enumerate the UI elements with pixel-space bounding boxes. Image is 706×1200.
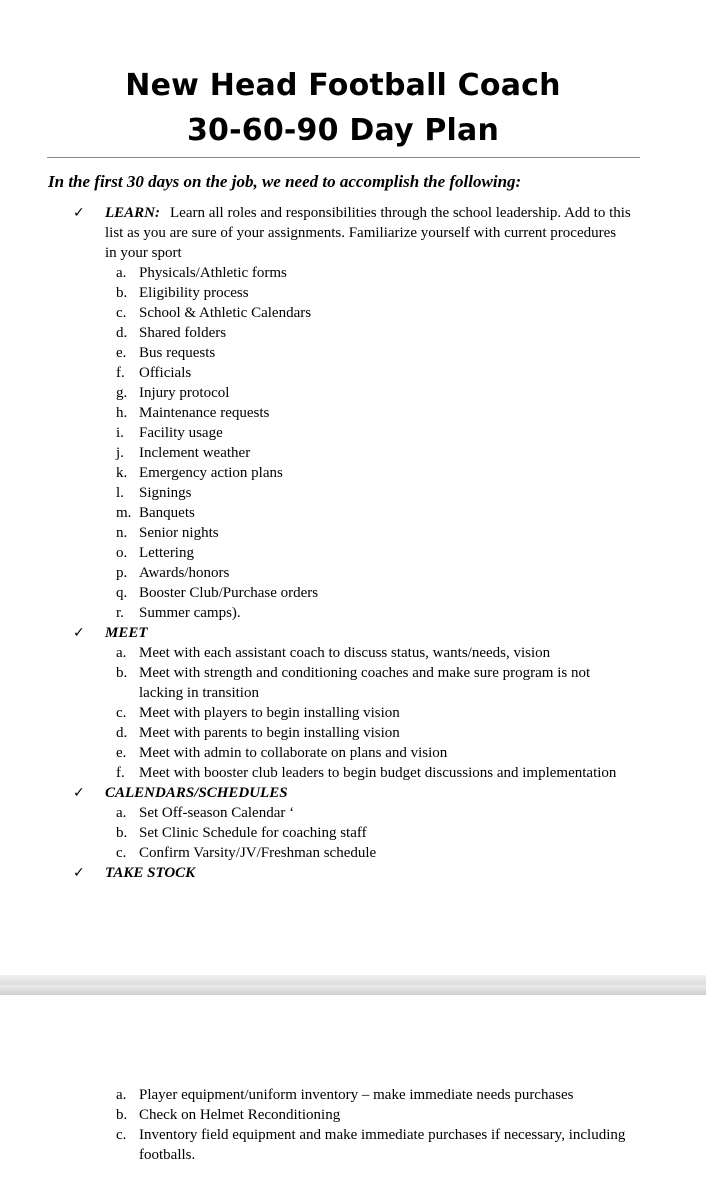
item-letter: c. — [116, 305, 127, 321]
item-letter: g. — [116, 385, 128, 401]
list-item — [0, 283, 706, 303]
title-divider — [47, 157, 640, 158]
item-letter: b. — [116, 285, 128, 301]
item-text: footballs. — [139, 1147, 196, 1163]
item-text: Maintenance requests — [139, 405, 270, 421]
list-item — [0, 703, 706, 723]
item-text: Senior nights — [139, 525, 219, 541]
list-item — [0, 803, 706, 823]
item-text: Shared folders — [139, 325, 227, 341]
item-text: Signings — [139, 485, 192, 501]
item-text: Set Clinic Schedule for coaching staff — [139, 825, 367, 841]
list-item — [0, 503, 706, 523]
list-item — [0, 1125, 706, 1145]
item-text: Lettering — [139, 545, 194, 561]
item-letter: c. — [116, 705, 127, 721]
item-text: Officials — [139, 365, 192, 381]
item-letter: n. — [116, 525, 128, 541]
item-letter: e. — [116, 345, 127, 361]
item-letter: d. — [116, 725, 128, 741]
list-item — [0, 723, 706, 743]
item-letter: h. — [116, 405, 128, 421]
list-item — [0, 543, 706, 563]
list-item — [0, 643, 706, 663]
take-stock-heading: TAKE STOCK — [105, 865, 196, 881]
item-text: Physicals/Athletic forms — [139, 265, 287, 281]
item-text: lacking in transition — [139, 685, 259, 701]
list-item — [0, 303, 706, 323]
item-letter: e. — [116, 745, 127, 761]
meet-heading-row — [0, 623, 706, 643]
list-item — [0, 563, 706, 583]
document-page-2 — [0, 995, 706, 1200]
item-letter: b. — [116, 1107, 128, 1123]
item-text: Inventory field equipment and make immediate purchases if necessary, including — [139, 1127, 626, 1143]
item-text: Injury protocol — [139, 385, 230, 401]
item-letter: a. — [116, 805, 127, 821]
list-item — [0, 1105, 706, 1125]
item-text: School & Athletic Calendars — [139, 305, 312, 321]
list-item — [0, 763, 706, 783]
meet-heading: MEET — [105, 625, 148, 641]
list-item-continuation — [0, 683, 706, 703]
list-item — [0, 343, 706, 363]
item-text: Meet with booster club leaders to begin budget discussions and implementation — [139, 765, 617, 781]
list-item — [0, 743, 706, 763]
document-title-line-2: 30-60-90 Day Plan — [186, 113, 500, 148]
check-mark-icon: ✓ — [73, 205, 85, 221]
item-text: Confirm Varsity/JV/Freshman schedule — [139, 845, 377, 861]
item-letter: a. — [116, 265, 127, 281]
item-letter: f. — [116, 765, 125, 781]
item-text: Facility usage — [139, 425, 223, 441]
calendars-heading-row — [0, 783, 706, 803]
calendars-heading: CALENDARS/SCHEDULES — [105, 785, 288, 801]
item-letter: l. — [116, 485, 124, 501]
item-text: Eligibility process — [139, 285, 249, 301]
check-mark-icon: ✓ — [73, 785, 85, 801]
item-letter: a. — [116, 1087, 127, 1103]
item-letter: o. — [116, 545, 128, 561]
item-letter: m. — [116, 505, 132, 521]
check-mark-icon: ✓ — [73, 625, 85, 641]
item-letter: d. — [116, 325, 128, 341]
item-text: Meet with strength and conditioning coaches and make sure program is not — [139, 665, 591, 681]
learn-description-line: in your sport — [105, 245, 182, 261]
item-text: Meet with players to begin installing vision — [139, 705, 400, 721]
list-item — [0, 823, 706, 843]
list-item — [0, 403, 706, 423]
item-text: Bus requests — [139, 345, 216, 361]
learn-description-row — [0, 243, 706, 263]
item-text: Summer camps). — [139, 605, 241, 621]
item-text: Meet with admin to collaborate on plans and vision — [139, 745, 448, 761]
item-letter: p. — [116, 565, 128, 581]
item-text: Banquets — [139, 505, 195, 521]
list-item — [0, 383, 706, 403]
learn-section — [0, 203, 706, 623]
learn-heading: LEARN: — [105, 205, 161, 221]
list-item — [0, 663, 706, 683]
item-letter: a. — [116, 645, 127, 661]
item-letter: b. — [116, 825, 128, 841]
meet-section — [0, 623, 706, 783]
list-item — [0, 603, 706, 623]
item-text: Player equipment/uniform inventory – make immediate needs purchases — [139, 1087, 574, 1103]
take-stock-heading-row — [0, 863, 706, 883]
calendars-section — [0, 783, 706, 863]
list-item — [0, 523, 706, 543]
document-title-line-1: New Head Football Coach — [125, 68, 561, 103]
list-item — [0, 463, 706, 483]
item-letter: k. — [116, 465, 128, 481]
item-text: Emergency action plans — [139, 465, 283, 481]
item-letter: i. — [116, 425, 124, 441]
check-mark-icon: ✓ — [73, 865, 85, 881]
list-item — [0, 483, 706, 503]
page-break — [0, 975, 706, 995]
item-letter: q. — [116, 585, 128, 601]
list-item — [0, 323, 706, 343]
take-stock-items — [0, 1085, 706, 1165]
item-letter: j. — [116, 445, 124, 461]
item-text: Inclement weather — [139, 445, 251, 461]
learn-description-row — [0, 223, 706, 243]
list-item — [0, 263, 706, 283]
list-item — [0, 363, 706, 383]
learn-description-line: list as you are sure of your assignments. Familiarize yourself with current procedures — [105, 225, 617, 241]
take-stock-section — [0, 863, 706, 883]
item-letter: b. — [116, 665, 128, 681]
item-text: Check on Helmet Reconditioning — [139, 1107, 341, 1123]
item-text: Meet with parents to begin installing vision — [139, 725, 400, 741]
item-letter: c. — [116, 1127, 127, 1143]
learn-heading-row — [0, 203, 706, 223]
list-item-continuation — [0, 1145, 706, 1165]
list-item — [0, 583, 706, 603]
list-item — [0, 843, 706, 863]
item-text: Set Off-season Calendar ‘ — [139, 805, 295, 821]
learn-description-line: Learn all roles and responsibilities through the school leadership. Add to this — [170, 205, 631, 221]
item-text: Meet with each assistant coach to discuss status, wants/needs, vision — [139, 645, 551, 661]
item-letter: r. — [116, 605, 124, 621]
list-item — [0, 1085, 706, 1105]
item-letter: f. — [116, 365, 125, 381]
item-letter: c. — [116, 845, 127, 861]
item-text: Booster Club/Purchase orders — [139, 585, 319, 601]
list-item — [0, 423, 706, 443]
intro-statement: In the first 30 days on the job, we need to accomplish the following: — [48, 172, 522, 191]
item-text: Awards/honors — [139, 565, 230, 581]
list-item — [0, 443, 706, 463]
